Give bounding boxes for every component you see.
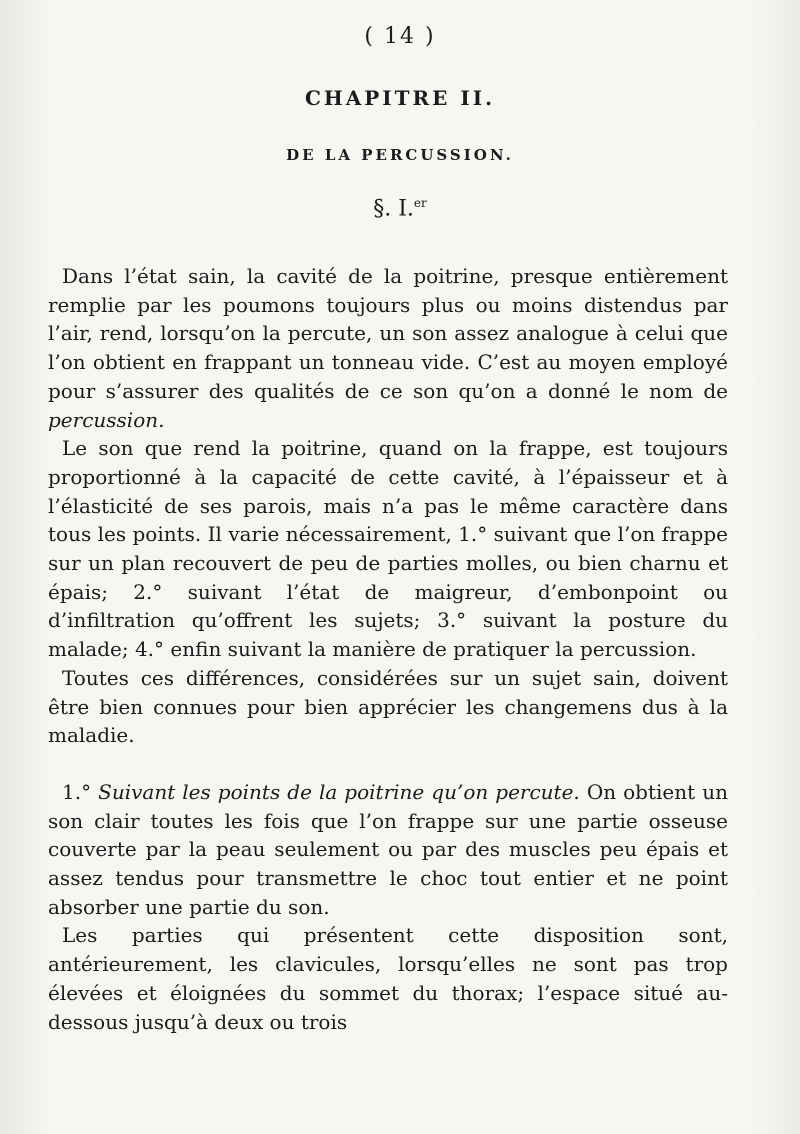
paragraph-1-after: .: [158, 407, 165, 432]
section-title: DE LA PERCUSSION.: [286, 146, 514, 164]
paragraph-1: [48, 262, 728, 434]
subsection-heading: [0, 196, 800, 221]
subsection-superscript: er: [413, 196, 427, 210]
body-text: [48, 262, 728, 1036]
chapter-title: CHAPITRE II.: [304, 86, 496, 110]
paragraph-1-italic: percussion: [48, 407, 159, 432]
paragraph-5-text: Les parties qui présentent cette disposition sont, antérieurement, les clavicules, lorsqu’elles ne sont pas trop élevées et éloignées du sommet du thorax; l’espace situé au-dessous jusqu’à deux ou trois: [48, 923, 728, 1034]
paragraph-2: [48, 434, 728, 664]
paragraph-5: [48, 921, 728, 1036]
paragraph-3: [48, 664, 728, 750]
paragraph-2-text: Le son que rend la poitrine, quand on la frappe, est toujours proportionné à la capacité de cette cavité, à l’épaisseur et à l’élasticité de ses parois, mais n’a pas le même caractère dans tous les points. Il varie nécessairement, 1.° suivant que l’on frappe sur un plan recouvert de peu de parties molles, ou bien charnu et épais; 2.° suivant l’état de maigreur, d’embonpoint ou d’infiltration qu’offrent les sujets; 3.° suivant la posture du malade; 4.° enfin suivant la manière de pratiquer la percussion.: [48, 436, 728, 662]
paragraph-1-text: Dans l’état sain, la cavité de la poitrine, presque entièrement remplie par les poumons toujours plus ou moins distendus par l’air, rend, lorsqu’on la percute, un son assez analogue à celui que l’on obtient en frappant un tonneau vide. C’est au moyen employé pour s’assurer des qualités de ce son qu’on a donné le nom de: [48, 264, 728, 403]
paragraph-4-prefix: 1.°: [62, 779, 99, 804]
paragraph-3-text: Toutes ces différences, considérées sur un sujet sain, doivent être bien connues pour bien apprécier les changemens dus à la maladie.: [48, 665, 728, 748]
page-number: ( 14 ): [364, 24, 436, 49]
subsection-number: §. I.: [373, 196, 414, 222]
paragraph-4-text: On obtient un son clair toutes les fois que l’on frappe sur une partie osseuse couverte par la peau seulement ou par des muscles peu épais et assez tendus pour transmettre le choc tout entier et ne point absorber une partie du son.: [48, 779, 728, 919]
paragraph-4: [48, 778, 728, 922]
paragraph-4-italic: Suivant les points de la poitrine qu’on percute.: [98, 779, 580, 804]
